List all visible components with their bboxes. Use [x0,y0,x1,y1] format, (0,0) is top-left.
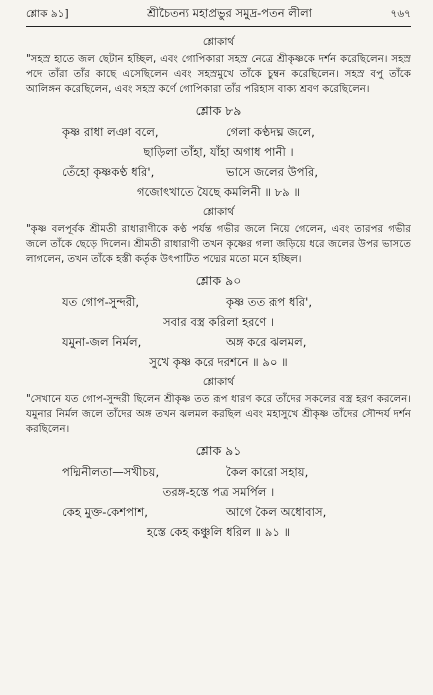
translation-89-text: "কৃষ্ণ বলপূর্বক শ্রীমতী রাধারাণীকে কণ্ঠ পর্যন্ত গভীর জলে নিয়ে গেলেন, এবং তারপর গভীর জলে তাঁকে ছেড়ে দিলেন। শ্রীমতী রাধারাণী তখন কৃষ্ণের গলা জড়িয়ে ধরে জলের উপর ভাসতে লাগলেন, তখন তাঁকে হস্তী কর্তৃক উৎপাটিত পদ্মের মতো মনে হচ্ছিল। [26,224,411,265]
verse-line: গজোৎখাতে যৈছে কমলিনী ॥ ৮৯ ॥ [137,185,300,199]
verse-90-title: শ্লোক ৯০ [195,273,242,288]
page-number: ৭৬৭ [390,8,411,20]
header-rule [26,26,411,27]
verse-line-left: কৃষ্ণ রাধা লঞা বলে, [62,125,159,139]
verse-line: তরঙ্গ-হস্তে পত্র সমর্পিল । [162,485,275,499]
verse-line-left: পদ্মিনীলতা—সখীচয়, [62,465,160,479]
verse-line [26,332,411,352]
verse-line [26,502,411,522]
verse-line-left: কেহ মুক্ত-কেশপাশ, [62,505,148,519]
verse-89-title: শ্লোক ৮৯ [195,103,242,118]
running-header [26,0,411,21]
verse-line-right: ভাসে জলের উপরি, [226,165,319,179]
verse-line [26,462,411,482]
verse-line-left: তেঁহো কৃষ্ণকণ্ঠ ধরি', [62,165,155,179]
verse-line: সবার বস্ত্র করিলা হরণে । [162,315,275,329]
header-verse-ref: শ্লোক ৯১] [26,8,69,20]
header-chapter-title: শ্রীচৈতন্য মহাপ্রভুর সমুদ্র-পতন লীলা [147,6,312,20]
translation-heading: শ্লোকার্থ [202,376,235,388]
verse-line-right: কৃষ্ণ তত রূপ ধরি', [226,295,313,309]
translation-heading: শ্লোকার্থ [202,36,235,48]
verse-line-right: গেলা কণ্ঠদঘ্ন জলে, [226,125,315,139]
verse-line-left: যত গোপ-সুন্দরী, [62,295,140,309]
verse-89 [26,122,411,202]
verse-line: সুখে কৃষ্ণ করে দরশনে ॥ ৯০ ॥ [149,355,288,369]
verse-line [26,292,411,312]
verse-line [26,162,411,182]
verse-line: ছাড়িলা তাঁহা, যাঁহা অগাধ পানী । [143,145,294,159]
verse-line: হস্তে কেহ কঞ্চুলি ধরিল ॥ ৯১ ॥ [146,525,291,539]
verse-line-right: অঙ্গ করে ঝলমল, [226,335,307,349]
verse-90 [26,292,411,372]
translation-90-text: "সেখানে যত গোপ-সুন্দরী ছিলেন শ্রীকৃষ্ণ তত রূপ ধারণ করে তাঁদের সকলের বস্ত্র হরণ করলেন। যমুনার নির্মল জলে তাঁদের অঙ্গ তখন ঝলমল করছিল এবং মহাসুখে শ্রীকৃষ্ণ তাঁদের সৌন্দর্য দর্শন করছিলেন। [26,394,411,435]
verse-91 [26,462,411,542]
translation-88-text: "সহস্র হাতে জল ছেটান হচ্ছিল, এবং গোপিকারা সহস্র নেত্রে শ্রীকৃষ্ণকে দর্শন করেছিলেন। সহস্র পদে তাঁরা তাঁর কাছে এসেছিলেন এবং সহস্রমুখে তাঁকে চুম্বন করেছিলেন। সহস্র বপু তাঁকে আলিঙ্গন করেছিলেন, এবং সহস্র কর্ণে গোপিকারা তাঁর পরিহাস বাক্য শ্রবণ করেছিলেন। [26,54,411,95]
verse-line [26,122,411,142]
verse-line-left: যমুনা-জল নির্মল, [62,335,142,349]
verse-line-right: আগে কৈল অধোবাস, [226,505,327,519]
verse-line-right: কৈল কারো সহায়, [226,465,309,479]
translation-heading: শ্লোকার্থ [202,206,235,218]
verse-91-title: শ্লোক ৯১ [195,443,242,458]
